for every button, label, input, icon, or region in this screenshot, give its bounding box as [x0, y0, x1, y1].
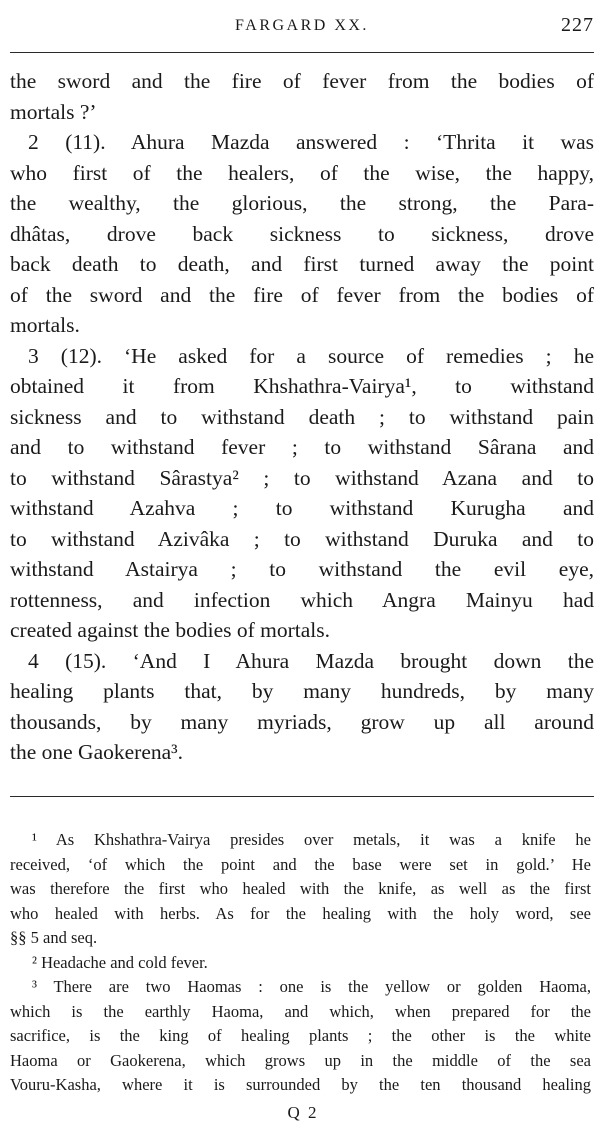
text-line: 3 (12). ‘He asked for a source of remedies ; he: [28, 343, 594, 368]
text-line: to withstand Sârastya² ; to withstand Azana and to: [10, 465, 594, 490]
footnote-line: sacrifice, is the king of healing plants ; the other is the white: [10, 1026, 591, 1045]
footnote-rule: [10, 796, 594, 797]
footnotes: [10, 828, 591, 1098]
footnote-line: ² Headache and cold fever.: [32, 952, 208, 972]
text-line: withstand Azahva ; to withstand Kurugha and: [10, 496, 594, 520]
footnote-line: who healed with herbs. As for the healing with the holy word, see: [10, 903, 591, 923]
text-line: the one Gaokerena³.: [10, 740, 183, 764]
footnote-line: §§ 5 and seq.: [10, 928, 98, 947]
text-line: and to withstand fever ; to withstand Sârana and: [10, 435, 594, 459]
text-line: obtained it from Khshathra-Vairya¹, to withstand: [10, 374, 594, 398]
footnote-line: was therefore the first who healed with the knife, as well as the first: [10, 879, 591, 898]
text-line: thousands, by many myriads, grow up all around: [10, 709, 594, 734]
main-text: [10, 66, 594, 768]
text-line: sickness and to withstand death ; to withstand pain: [10, 404, 594, 429]
text-line: 2 (11). Ahura Mazda answered : ‘Thrita it was: [28, 130, 594, 154]
footnote-line: Haoma or Gaokerena, which grows up in the middle of the sea: [10, 1050, 591, 1070]
running-title: FARGARD XX.: [235, 17, 369, 34]
footnote-line: received, ‘of which the point and the base were set in gold.’ He: [10, 854, 591, 874]
footnote-line: which is the earthly Haoma, and which, when prepared for the: [10, 1001, 591, 1021]
text-line: dhâtas, drove back sickness to sickness, drove: [10, 221, 594, 246]
text-line: healing plants that, by many hundreds, by many: [10, 679, 594, 703]
text-line: of the sword and the fire of fever from the bodies of: [10, 282, 594, 307]
page-number: 227: [561, 14, 594, 36]
running-head: [10, 14, 594, 44]
text-line: back death to death, and first turned away the point: [10, 252, 594, 276]
header-rule: [10, 52, 594, 53]
text-line: created against the bodies of mortals.: [10, 618, 331, 642]
footnote-line: Vouru-Kasha, where it is surrounded by the ten thousand healing: [10, 1075, 591, 1094]
text-line: rottenness, and infection which Angra Mainyu had: [10, 587, 594, 612]
footnote-line: ¹ As Khshathra-Vairya presides over metals, it was a knife he: [32, 830, 591, 849]
footnote-line: ³ There are two Haomas : one is the yellow or golden Haoma,: [32, 977, 591, 996]
signature-mark: Q 2: [287, 1103, 319, 1122]
text-line: the wealthy, the glorious, the strong, the Para-: [10, 191, 594, 215]
text-line: who first of the healers, of the wise, the happy,: [10, 160, 594, 185]
text-line: 4 (15). ‘And I Ahura Mazda brought down the: [28, 648, 594, 673]
text-line: withstand Astairya ; to withstand the evil eye,: [10, 557, 594, 581]
text-line: mortals ?’: [10, 99, 97, 124]
text-line: the sword and the fire of fever from the bodies of: [10, 69, 594, 93]
text-line: to withstand Azivâka ; to withstand Duruka and to: [10, 526, 594, 551]
text-line: mortals.: [10, 313, 80, 337]
